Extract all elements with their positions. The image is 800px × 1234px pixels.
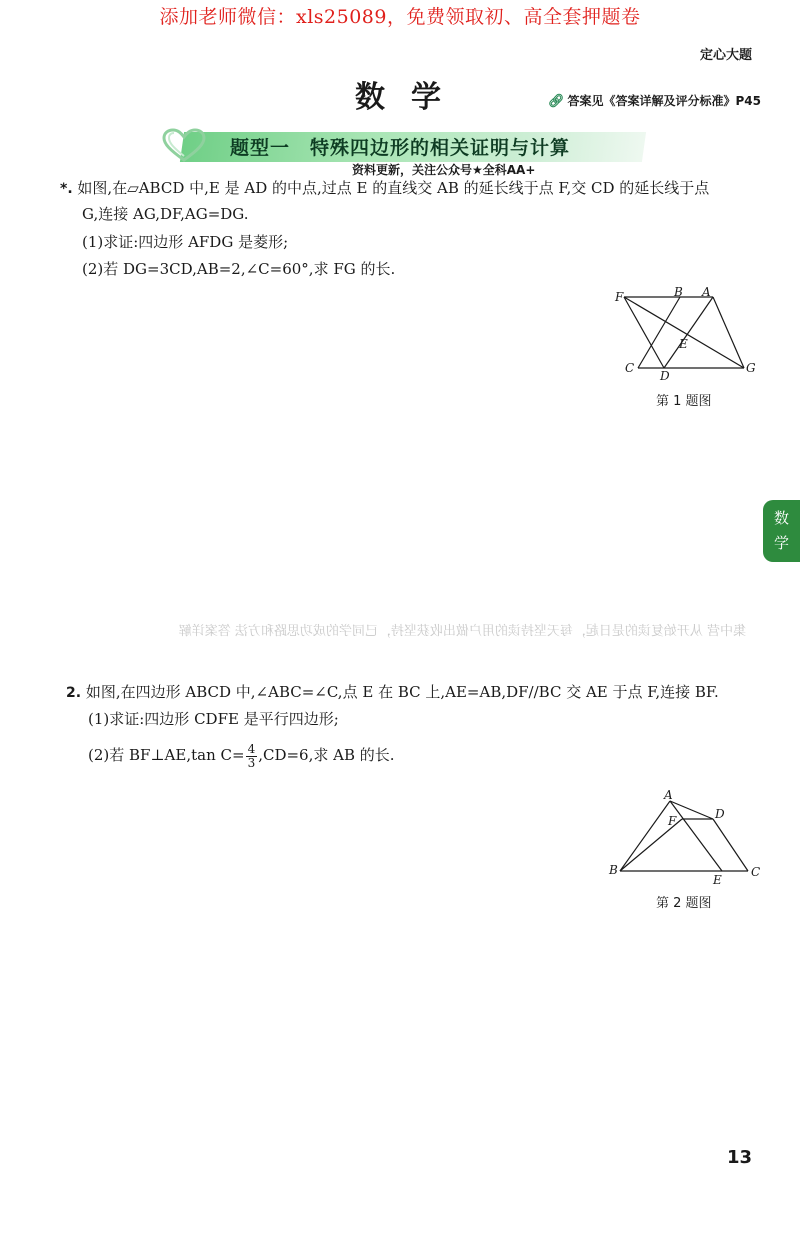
question-1-number: *. [60, 181, 73, 197]
fig2-label-D: D [715, 807, 725, 821]
heart-icon [160, 128, 208, 164]
fraction-denominator: 3 [247, 755, 256, 770]
question-1-part-2: (2)若 DG=3CD,AB=2,∠C=60°,求 FG 的长. [82, 260, 396, 278]
answer-reference-text: 答案见《答案详解及评分标准》P45 [567, 94, 762, 108]
bleed-through-text: 集中营 从开始复读的是日起，每天坚持读的用户做出收获坚持，已同学的成功思路和方法 答案详解 [178, 624, 746, 639]
fraction-4-3 [246, 743, 258, 770]
question-2-number: 2. [66, 685, 82, 701]
corner-label: 定心大题 [699, 48, 752, 63]
fig1-label-C: C [625, 361, 635, 375]
fig1-label-D: D [660, 369, 670, 383]
fig1-label-B: B [674, 285, 683, 299]
question-2-part-1: (1)求证:四边形 CDFE 是平行四边形; [88, 710, 339, 728]
fig1-line-FG [624, 297, 744, 368]
fig1-label-A: A [702, 285, 711, 299]
figure-1 [610, 284, 760, 384]
answer-reference [548, 92, 761, 109]
question-2-part-2-end: ,CD=6,求 AB 的长. [258, 746, 395, 764]
side-tab-char-1: 数 [773, 509, 789, 527]
subject-side-tab [763, 500, 800, 562]
fig1-label-F: F [615, 290, 624, 304]
watermark-text: 添加老师微信：xls25089，免费领取初、高全套押题卷 [159, 6, 641, 28]
fig1-line-DA [664, 297, 713, 368]
fig2-label-F: F [668, 814, 677, 828]
question-1-stem: 如图,在▱ABCD 中,E 是 AD 的中点,过点 E 的直线交 AB 的延长线于点 F,交 CD 的延长线于点 [77, 179, 710, 197]
page-number: 13 [726, 1147, 752, 1168]
question-2-part-2 [88, 738, 395, 772]
question-1-line-2: G,连接 AG,DF,AG=DG. [82, 205, 249, 223]
question-1-part-1: (1)求证:四边形 AFDG 是菱形; [82, 233, 289, 251]
fig2-label-E: E [713, 873, 722, 887]
fig1-label-E: E [679, 337, 688, 351]
fig2-label-C: C [751, 865, 761, 879]
figure-2 [605, 788, 765, 888]
fraction-numerator: 4 [247, 741, 256, 756]
question-2-part-2-start: (2)若 BF⊥AE,tan C= [88, 746, 245, 764]
figure-1-caption: 第 1 题图 [656, 394, 712, 409]
fig2-label-A: A [664, 788, 673, 802]
side-tab-char-2: 学 [773, 534, 789, 552]
page-title: 数学 [355, 80, 467, 115]
question-2-line-1 [66, 682, 719, 703]
section-banner-text: 题型一 特殊四边形的相关证明与计算 [230, 137, 571, 159]
question-2-stem: 如图,在四边形 ABCD 中,∠ABC=∠C,点 E 在 BC 上,AE=AB,DF//BC 交 AE 于点 F,连接 BF. [85, 683, 719, 701]
section-note: 资料更新，关注公众号★全科AA+ [352, 163, 536, 177]
fig1-line-AG [713, 297, 744, 368]
fig2-label-B: B [609, 863, 618, 877]
fig2-line-DC [713, 819, 748, 871]
link-icon: 🔗︎ [548, 94, 565, 109]
fig1-label-G: G [746, 361, 756, 375]
question-1-line-1 [60, 178, 709, 199]
section-banner [160, 128, 645, 164]
figure-2-caption: 第 2 题图 [656, 896, 712, 911]
